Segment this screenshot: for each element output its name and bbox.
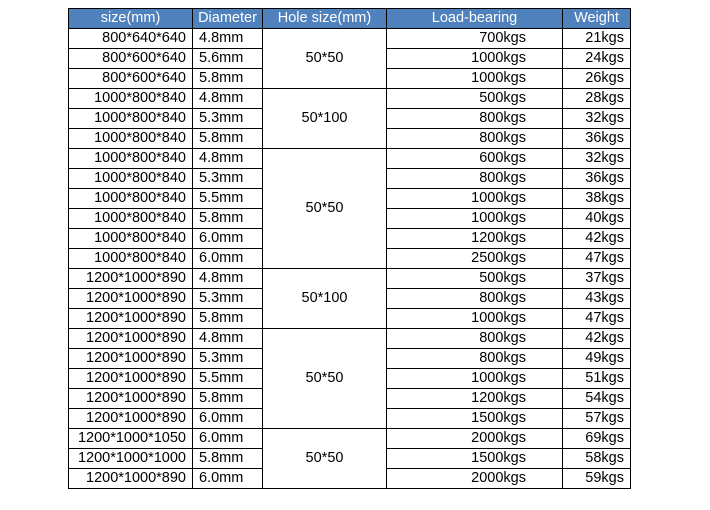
header-row: [69, 9, 631, 29]
size-cell: 1200*1000*1000: [69, 449, 193, 469]
diameter-cell: 6.0mm: [193, 249, 263, 269]
size-cell: 1200*1000*890: [69, 269, 193, 289]
diameter-cell: 4.8mm: [193, 89, 263, 109]
size-cell: 800*600*640: [69, 69, 193, 89]
load-bearing-cell: 1000kgs: [387, 69, 563, 89]
size-cell: 800*600*640: [69, 49, 193, 69]
load-bearing-cell: 1000kgs: [387, 189, 563, 209]
load-bearing-cell: 1500kgs: [387, 409, 563, 429]
diameter-cell: 4.8mm: [193, 269, 263, 289]
diameter-cell: 5.3mm: [193, 349, 263, 369]
weight-cell: 36kgs: [563, 169, 631, 189]
diameter-cell: 5.8mm: [193, 309, 263, 329]
load-bearing-cell: 1200kgs: [387, 389, 563, 409]
header-diameter: Diameter: [193, 9, 263, 29]
header-size: size(mm): [69, 9, 193, 29]
size-cell: 1000*800*840: [69, 229, 193, 249]
weight-cell: 36kgs: [563, 129, 631, 149]
weight-cell: 42kgs: [563, 329, 631, 349]
weight-cell: 69kgs: [563, 429, 631, 449]
spec-table: [68, 8, 631, 489]
weight-cell: 24kgs: [563, 49, 631, 69]
load-bearing-cell: 1000kgs: [387, 369, 563, 389]
weight-cell: 32kgs: [563, 149, 631, 169]
diameter-cell: 5.8mm: [193, 129, 263, 149]
load-bearing-cell: 2000kgs: [387, 429, 563, 449]
size-cell: 1200*1000*890: [69, 369, 193, 389]
load-bearing-cell: 2500kgs: [387, 249, 563, 269]
diameter-cell: 6.0mm: [193, 229, 263, 249]
table-header: [69, 9, 631, 29]
weight-cell: 43kgs: [563, 289, 631, 309]
size-cell: 1000*800*840: [69, 109, 193, 129]
weight-cell: 59kgs: [563, 469, 631, 489]
hole-size-cell: 50*50: [263, 329, 387, 429]
size-cell: 1200*1000*890: [69, 409, 193, 429]
load-bearing-cell: 800kgs: [387, 129, 563, 149]
load-bearing-cell: 800kgs: [387, 109, 563, 129]
table-row: [69, 149, 631, 169]
size-cell: 1200*1000*890: [69, 469, 193, 489]
weight-cell: 42kgs: [563, 229, 631, 249]
weight-cell: 26kgs: [563, 69, 631, 89]
weight-cell: 38kgs: [563, 189, 631, 209]
size-cell: 1000*800*840: [69, 249, 193, 269]
weight-cell: 49kgs: [563, 349, 631, 369]
weight-cell: 40kgs: [563, 209, 631, 229]
weight-cell: 21kgs: [563, 29, 631, 49]
load-bearing-cell: 2000kgs: [387, 469, 563, 489]
diameter-cell: 4.8mm: [193, 329, 263, 349]
weight-cell: 57kgs: [563, 409, 631, 429]
weight-cell: 47kgs: [563, 249, 631, 269]
size-cell: 800*640*640: [69, 29, 193, 49]
load-bearing-cell: 1000kgs: [387, 49, 563, 69]
size-cell: 1200*1000*890: [69, 349, 193, 369]
load-bearing-cell: 800kgs: [387, 169, 563, 189]
weight-cell: 47kgs: [563, 309, 631, 329]
diameter-cell: 5.5mm: [193, 369, 263, 389]
header-weight: Weight: [563, 9, 631, 29]
load-bearing-cell: 1000kgs: [387, 209, 563, 229]
weight-cell: 54kgs: [563, 389, 631, 409]
diameter-cell: 5.8mm: [193, 69, 263, 89]
header-load-bearing: Load-bearing: [387, 9, 563, 29]
diameter-cell: 5.3mm: [193, 289, 263, 309]
load-bearing-cell: 600kgs: [387, 149, 563, 169]
diameter-cell: 4.8mm: [193, 29, 263, 49]
hole-size-cell: 50*50: [263, 149, 387, 269]
hole-size-cell: 50*50: [263, 429, 387, 489]
diameter-cell: 5.6mm: [193, 49, 263, 69]
size-cell: 1000*800*840: [69, 89, 193, 109]
size-cell: 1200*1000*890: [69, 329, 193, 349]
load-bearing-cell: 1200kgs: [387, 229, 563, 249]
size-cell: 1200*1000*890: [69, 309, 193, 329]
diameter-cell: 5.8mm: [193, 209, 263, 229]
diameter-cell: 5.8mm: [193, 449, 263, 469]
diameter-cell: 4.8mm: [193, 149, 263, 169]
load-bearing-cell: 700kgs: [387, 29, 563, 49]
size-cell: 1200*1000*1050: [69, 429, 193, 449]
diameter-cell: 5.3mm: [193, 169, 263, 189]
table-row: [69, 429, 631, 449]
load-bearing-cell: 800kgs: [387, 329, 563, 349]
load-bearing-cell: 1000kgs: [387, 309, 563, 329]
load-bearing-cell: 500kgs: [387, 269, 563, 289]
diameter-cell: 5.5mm: [193, 189, 263, 209]
weight-cell: 28kgs: [563, 89, 631, 109]
size-cell: 1200*1000*890: [69, 289, 193, 309]
diameter-cell: 6.0mm: [193, 409, 263, 429]
table-row: [69, 89, 631, 109]
hole-size-cell: 50*50: [263, 29, 387, 89]
hole-size-cell: 50*100: [263, 89, 387, 149]
diameter-cell: 6.0mm: [193, 469, 263, 489]
hole-size-cell: 50*100: [263, 269, 387, 329]
size-cell: 1000*800*840: [69, 129, 193, 149]
size-cell: 1000*800*840: [69, 189, 193, 209]
diameter-cell: 6.0mm: [193, 429, 263, 449]
table-body: [69, 29, 631, 489]
load-bearing-cell: 1500kgs: [387, 449, 563, 469]
diameter-cell: 5.8mm: [193, 389, 263, 409]
diameter-cell: 5.3mm: [193, 109, 263, 129]
table-row: [69, 269, 631, 289]
weight-cell: 51kgs: [563, 369, 631, 389]
table-row: [69, 329, 631, 349]
size-cell: 1000*800*840: [69, 169, 193, 189]
table-row: [69, 29, 631, 49]
size-cell: 1200*1000*890: [69, 389, 193, 409]
load-bearing-cell: 800kgs: [387, 289, 563, 309]
load-bearing-cell: 800kgs: [387, 349, 563, 369]
load-bearing-cell: 500kgs: [387, 89, 563, 109]
header-hole-size: Hole size(mm): [263, 9, 387, 29]
weight-cell: 58kgs: [563, 449, 631, 469]
weight-cell: 32kgs: [563, 109, 631, 129]
size-cell: 1000*800*840: [69, 209, 193, 229]
size-cell: 1000*800*840: [69, 149, 193, 169]
weight-cell: 37kgs: [563, 269, 631, 289]
